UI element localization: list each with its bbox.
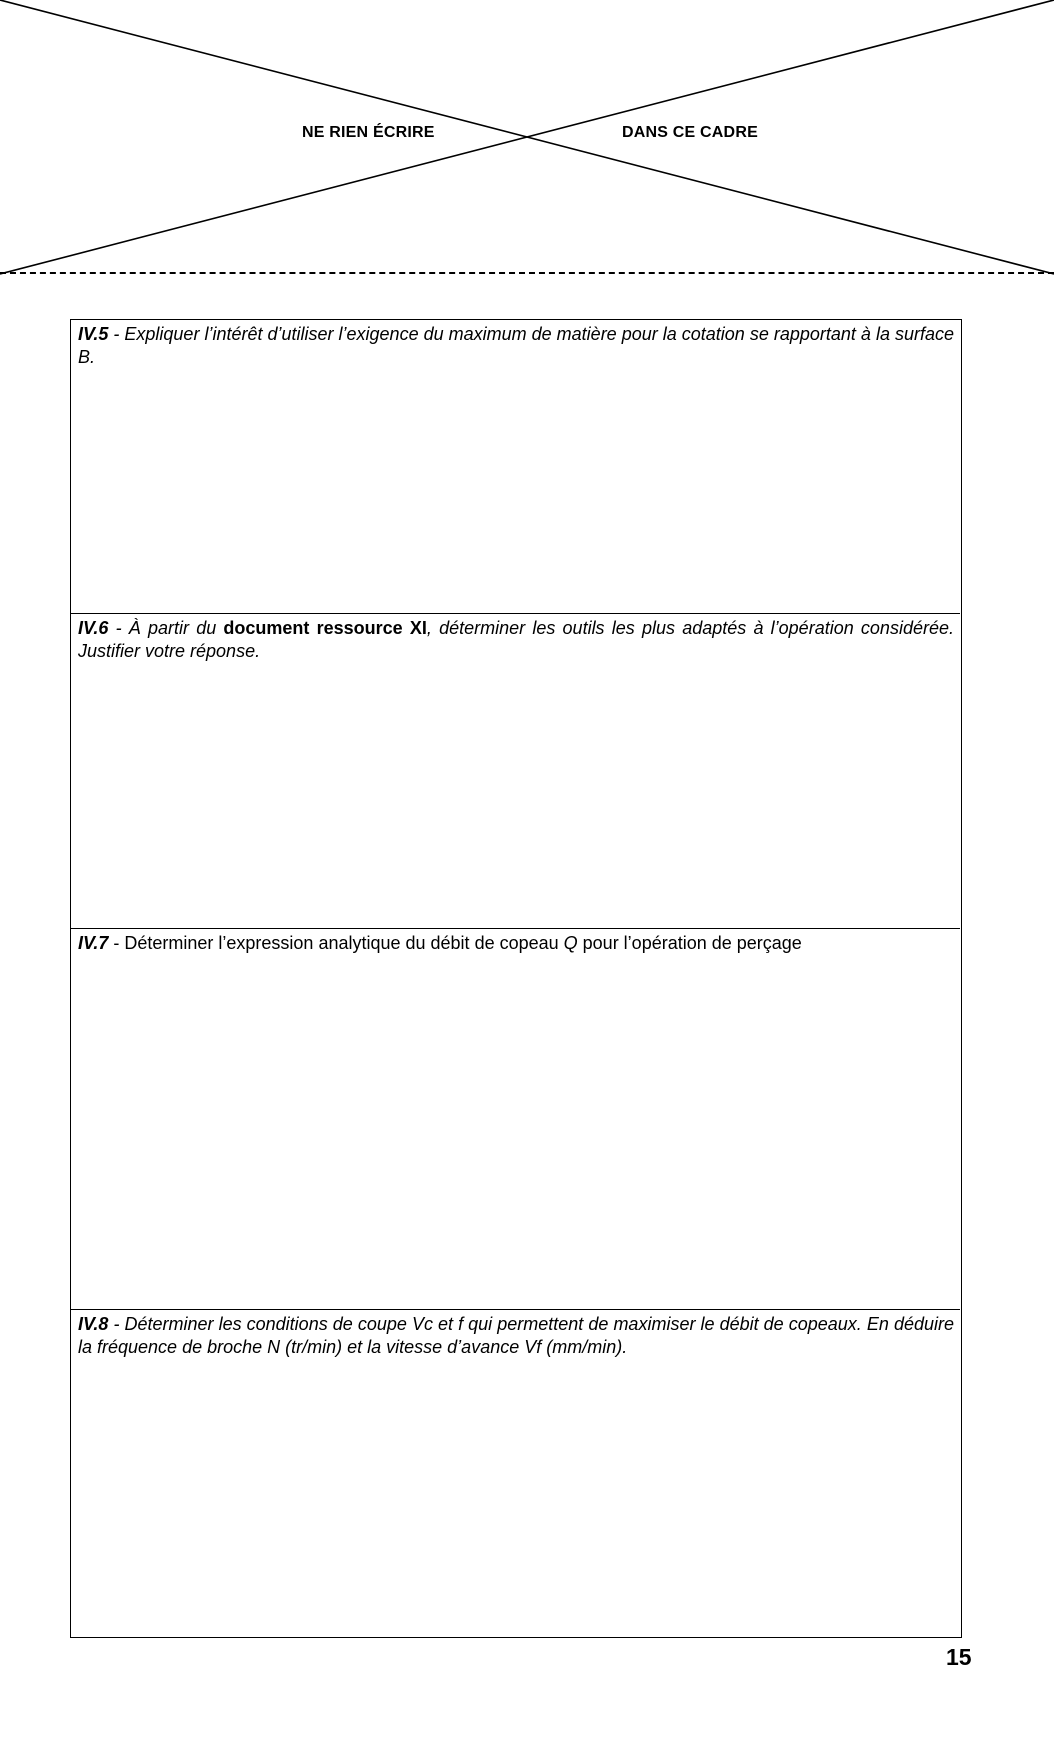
question-text: - Déterminer l’expression analytique du débit de copeau	[108, 933, 564, 953]
question-text-before: - À partir du	[108, 618, 224, 638]
question-number: IV.8	[78, 1314, 109, 1334]
header-text-left: NE RIEN ÉCRIRE	[302, 124, 435, 141]
dashed-cut-line	[0, 272, 1054, 274]
question-number: IV.6	[78, 618, 109, 638]
question-number: IV.5	[78, 324, 109, 344]
answer-frame	[70, 319, 962, 1638]
page-number: 15	[946, 1644, 972, 1670]
question-text: - Déterminer les conditions de coupe Vc et f qui permettent de maximiser le débit de copeaux. En déduire la fréquence de broche N (tr/min) et la vitesse d’avance Vf (mm/min).	[78, 1314, 954, 1357]
question-text-after: , déterminer les outils les plus adaptés à l’opération considérée. Justifier votre réponse.	[78, 618, 954, 661]
question-text: - Expliquer l’intérêt d’utiliser l’exigence du maximum de matière pour la cotation se rapportant à la surface B.	[78, 324, 954, 367]
document-reference: document ressource XI	[223, 618, 427, 638]
header-text-right: DANS CE CADRE	[622, 124, 758, 141]
question-symbol: Q	[563, 933, 578, 953]
question-iv8-answer-box[interactable]	[71, 1309, 960, 1636]
question-iv6-answer-box[interactable]	[71, 613, 960, 928]
no-writing-zone-cross	[0, 0, 1054, 275]
question-number: IV.7	[78, 933, 109, 953]
question-iv7-answer-box[interactable]	[71, 928, 960, 1309]
question-iv5-answer-box[interactable]	[71, 320, 960, 613]
question-text-after: pour l’opération de perçage	[577, 933, 802, 953]
